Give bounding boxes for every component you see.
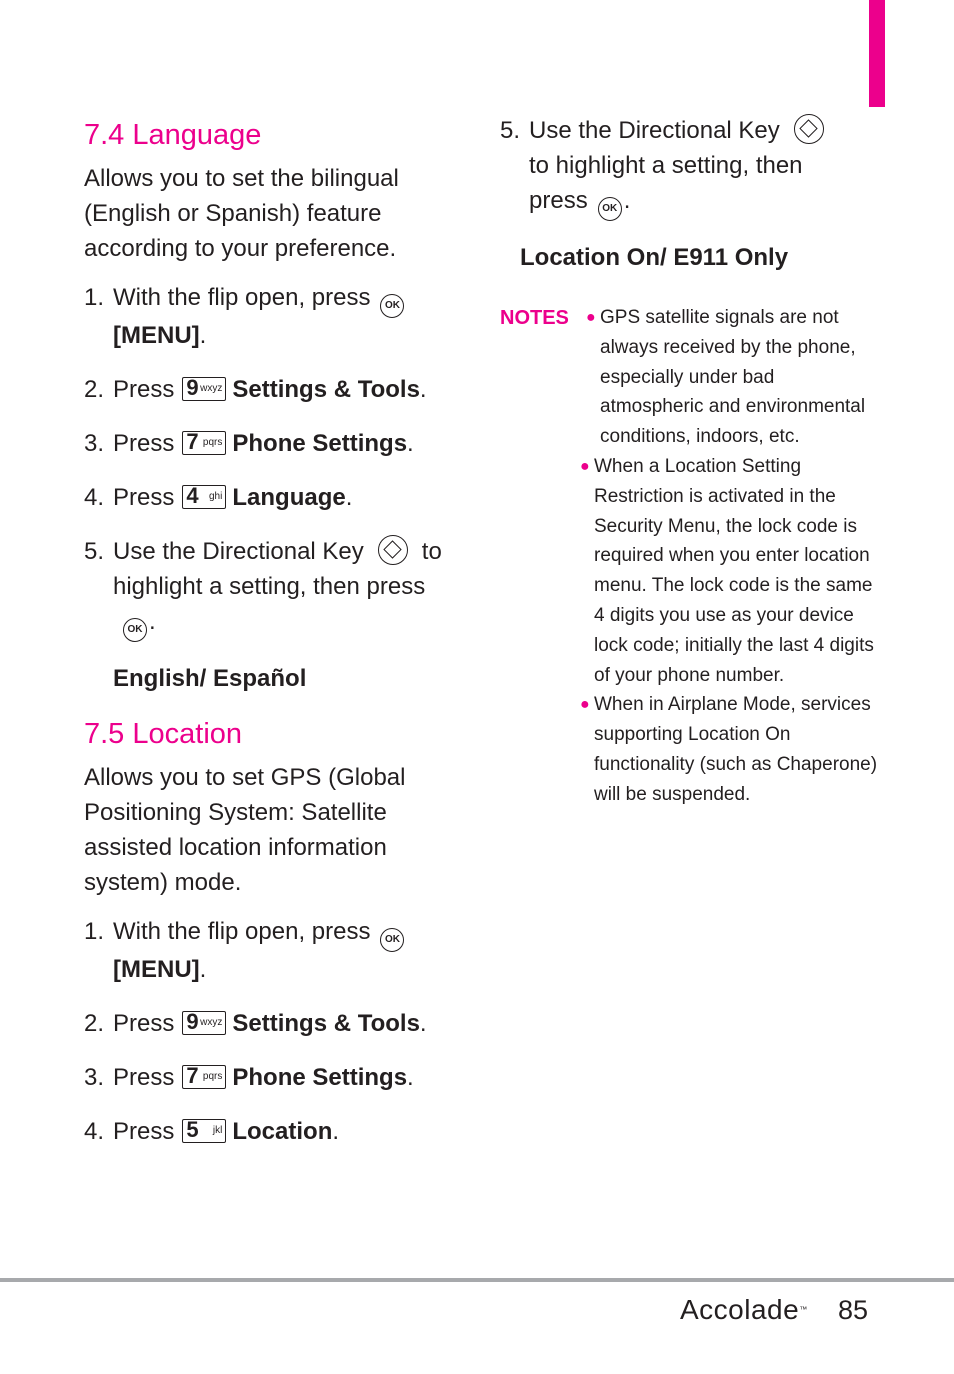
right-column [500, 113, 880, 810]
ok-key-icon: OK [380, 928, 404, 952]
keypad-9-icon: 9 wxyz [182, 377, 226, 401]
language-step-1: 1. With the flip open, press OK [MENU]. [84, 280, 444, 353]
directional-key-icon [794, 114, 824, 144]
bullet-icon: ● [580, 696, 590, 714]
keypad-9-icon: 9 wxyz [182, 1011, 226, 1035]
bullet-icon: ● [586, 309, 596, 326]
keypad-4-icon: 4 ghi [182, 485, 226, 509]
location-intro: Allows you to set GPS (Global Positioning System: Satellite assisted location information system) mode. [84, 764, 406, 896]
notes-block [500, 303, 880, 810]
language-step-4: 4. Press 4 ghi Language. [84, 483, 353, 511]
section-heading-location: 7.5 Location [84, 718, 243, 750]
left-column [84, 113, 444, 1168]
keypad-5-icon: 5 jkl [182, 1119, 226, 1143]
location-step-5: 5. Use the Directional Key to highlight a setting, then press OK . [500, 113, 850, 221]
language-option: English/ Español [113, 665, 307, 692]
location-option: Location On/ E911 Only [520, 244, 789, 271]
location-step-1: 1. With the flip open, press OK [MENU]. [84, 914, 444, 987]
keypad-7-icon: 7 pqrs [182, 431, 226, 455]
ok-key-icon: OK [380, 294, 404, 318]
section-heading-language: 7.4 Language [84, 119, 262, 151]
notes-label: NOTES [500, 307, 569, 329]
keypad-7-icon: 7 pqrs [182, 1065, 226, 1089]
note-item: ● When in Airplane Mode, services supporting Location On functionality (such as Chaperone) will be suspended. [580, 690, 880, 809]
ok-key-icon: OK [123, 618, 147, 642]
notes-list [580, 303, 880, 810]
location-step-3: 3. Press 7 pqrs Phone Settings. [84, 1063, 414, 1091]
language-step-3: 3. Press 7 pqrs Phone Settings. [84, 429, 414, 457]
location-step-2: 2. Press 9 wxyz Settings & Tools. [84, 1009, 427, 1037]
ok-key-icon: OK [598, 197, 622, 221]
language-step-2: 2. Press 9 wxyz Settings & Tools. [84, 375, 427, 403]
note-item: ● When a Location Setting Restriction is activated in the Security Menu, the lock code is required when you enter location menu. The lock code is the same 4 digits you use as your device lock code; initially the last 4 digits of your phone number. [580, 452, 880, 690]
menu-label: [MENU] [113, 322, 200, 349]
location-step-4: 4. Press 5 jkl Location. [84, 1117, 340, 1145]
section-tab-marker [869, 0, 885, 107]
page-number: 85 [838, 1295, 869, 1325]
brand-logo: Accolade™ [680, 1294, 808, 1325]
bullet-icon: ● [580, 457, 590, 475]
menu-label: [MENU] [113, 956, 200, 983]
directional-key-icon [378, 535, 408, 565]
footer-rule [0, 1278, 954, 1282]
language-intro: Allows you to set the bilingual (English or Spanish) feature according to your preference. [84, 165, 399, 262]
note-item: ● GPS satellite signals are not always received by the phone, especially under bad atmospheric and environmental conditions, indoors, etc. [586, 303, 880, 452]
language-step-5: 5. Use the Directional Key to highlight a setting, then pressOK . [84, 534, 444, 642]
